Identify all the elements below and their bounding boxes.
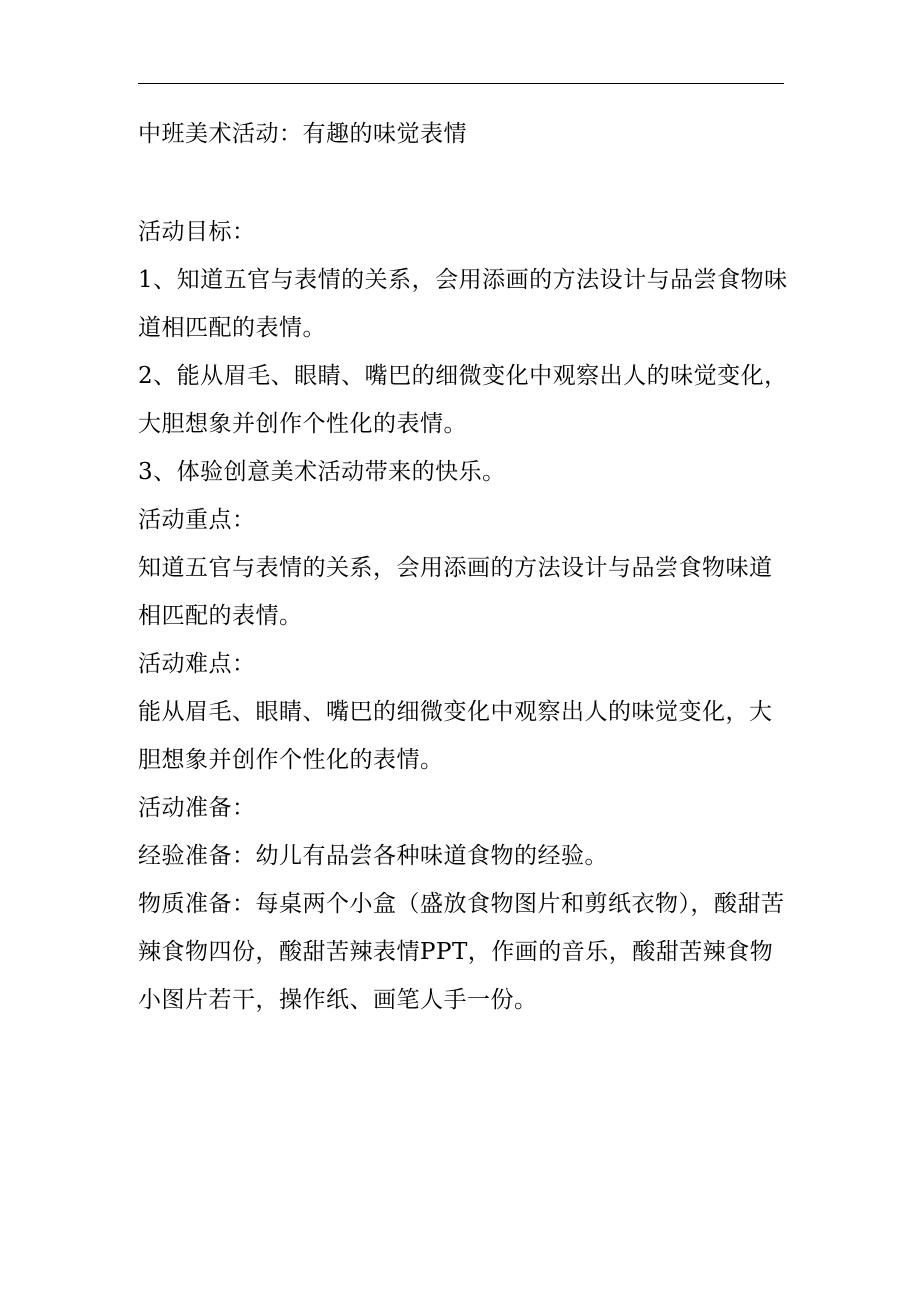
goal-item-3: 3、体验创意美术活动带来的快乐。 xyxy=(138,459,506,485)
document-body xyxy=(138,110,790,1024)
key-heading: 活动重点： xyxy=(138,507,256,533)
document-title: 中班美术活动：有趣的味觉表情 xyxy=(138,121,467,147)
goal-item-2: 2、能从眉毛、眼睛、嘴巴的细微变化中观察出人的味觉变化，大胆想象并创作个性化的表情。 xyxy=(138,363,788,437)
prep-experience: 经验准备：幼儿有品尝各种味道食物的经验。 xyxy=(138,843,608,869)
prep-heading: 活动准备： xyxy=(138,795,256,821)
header-rule xyxy=(138,83,784,84)
prep-material: 物质准备：每桌两个小盒（盛放食物图片和剪纸衣物），酸甜苦辣食物四份，酸甜苦辣表情PPT，作画的音乐，酸甜苦辣食物小图片若干，操作纸、画笔人手一份。 xyxy=(138,891,785,1013)
goal-item-1: 1、知道五官与表情的关系，会用添画的方法设计与品尝食物味道相匹配的表情。 xyxy=(138,267,788,341)
goals-heading: 活动目标： xyxy=(138,219,256,245)
difficulty-heading: 活动难点： xyxy=(138,651,256,677)
difficulty-text: 能从眉毛、眼睛、嘴巴的细微变化中观察出人的味觉变化，大胆想象并创作个性化的表情。 xyxy=(138,699,773,773)
key-text: 知道五官与表情的关系，会用添画的方法设计与品尝食物味道相匹配的表情。 xyxy=(138,555,773,629)
